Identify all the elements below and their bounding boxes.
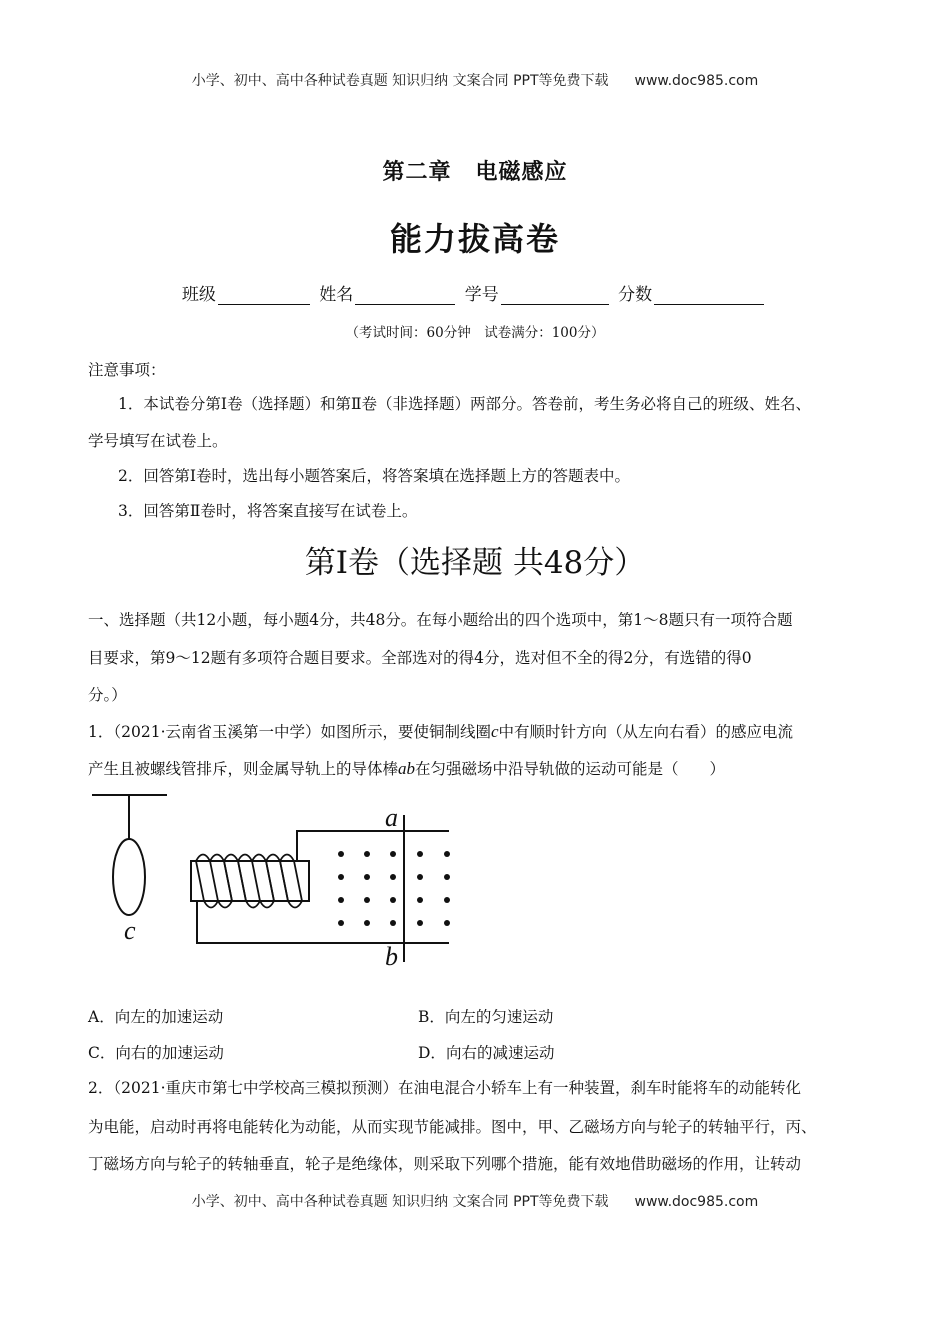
option-a-key: A． — [88, 1008, 115, 1026]
coil-variable: c — [491, 722, 499, 741]
question-2-text: （2021·重庆市第七中学校高三模拟预测）在油电混合小轿车上有一种装置，刹车时能将车的动能转化 — [113, 1079, 802, 1097]
question-1-text-2-cont: 在匀强磁场中沿导轨做的运动可能是（ ） — [415, 760, 726, 778]
copper-coil-c — [113, 839, 145, 915]
question-2-line-3: 丁磁场方向与轮子的转轴垂直，轮子是绝缘体，则采取下列哪个措施，能有效地借助磁场的作用，让转动 — [88, 1155, 802, 1173]
notes-heading: 注意事项： — [88, 361, 166, 379]
note-item-1-cont: 学号填写在试卷上。 — [88, 432, 228, 450]
solenoid-windings — [196, 855, 302, 908]
chapter-prefix: 第二章 — [382, 160, 452, 185]
question-1-text-2: 产生且被螺线管排斥，则金属导轨上的导体棒 — [88, 760, 399, 778]
option-b-text: 向左的匀速运动 — [444, 1008, 554, 1026]
question-1-text: （2021·云南省玉溪第一中学）如图所示，要使铜制线圈 — [113, 723, 491, 741]
note-item-1: 1．本试卷分第Ⅰ卷（选择题）和第Ⅱ卷（非选择题）两部分。答卷前，考生务必将自己的班级、姓名、 — [118, 395, 812, 413]
footer-banner-text: 小学、初中、高中各种试卷真题 知识归纳 文案合同 PPT等免费下载 — [191, 1194, 609, 1210]
option-a-text: 向左的加速运动 — [114, 1008, 224, 1026]
question-2-line-1 — [88, 1076, 801, 1098]
header-banner-text: 小学、初中、高中各种试卷真题 知识归纳 文案合同 PPT等免费下载 — [191, 73, 609, 89]
section-instructions-line-2: 目要求，第9～12题有多项符合题目要求。全部选对的得4分，选对但不全的得2分，有选错的得0 — [88, 649, 752, 667]
footer-banner — [0, 1191, 950, 1211]
note-item-2: 2．回答第Ⅰ卷时，选出每小题答案后，将答案填在选择题上方的答题表中。 — [118, 467, 630, 485]
exam-title: 能力拔高卷 — [389, 220, 560, 258]
option-c[interactable] — [88, 1041, 224, 1063]
section-title: 第Ⅰ卷（选择题 共48分） — [304, 545, 646, 581]
solenoid-core — [191, 861, 309, 901]
name-label: 姓名 — [319, 285, 354, 305]
magnetic-field-dots — [338, 851, 450, 926]
header-banner-url[interactable]: www.doc985.com — [634, 73, 759, 89]
question-1-text-cont: 中有顺时针方向（从左向右看）的感应电流 — [498, 723, 794, 741]
option-a[interactable] — [88, 1005, 223, 1027]
option-b-key: B． — [418, 1008, 445, 1026]
option-b[interactable] — [418, 1005, 553, 1027]
question-1-number: 1． — [88, 723, 114, 741]
option-d-key: D． — [418, 1044, 446, 1062]
exam-timing: （考试时间：60分钟 试卷满分：100分） — [345, 325, 605, 341]
option-c-text: 向右的加速运动 — [115, 1044, 224, 1062]
section-instructions-line-1: 一、选择题（共12小题，每小题4分，共48分。在每小题给出的四个选项中，第1～8题只有一项符合题 — [88, 611, 793, 629]
note-item-3: 3．回答第Ⅱ卷时，将答案直接写在试卷上。 — [118, 502, 418, 520]
bottom-rail — [197, 901, 449, 943]
class-label: 班级 — [181, 285, 216, 305]
rod-variable: ab — [398, 759, 416, 778]
top-rail — [297, 831, 449, 861]
chapter-name: 电磁感应 — [475, 160, 568, 185]
question-2-line-2: 为电能，启动时再将电能转化为动能，从而实现节能减排。图中，甲、乙磁场方向与轮子的转轴平行，丙、 — [88, 1118, 817, 1136]
student-id-label: 学号 — [464, 285, 499, 305]
rod-label-b: b — [385, 942, 398, 971]
option-d-text: 向右的减速运动 — [445, 1044, 555, 1062]
option-d[interactable] — [418, 1041, 554, 1063]
option-c-key: C． — [88, 1044, 116, 1062]
footer-banner-url[interactable]: www.doc985.com — [634, 1194, 759, 1210]
section-instructions-line-3: 分。） — [88, 686, 127, 704]
question-2-number: 2． — [88, 1079, 114, 1097]
score-label: 分数 — [618, 285, 653, 305]
rod-label-a: a — [385, 803, 398, 832]
coil-label-c: c — [124, 916, 136, 945]
